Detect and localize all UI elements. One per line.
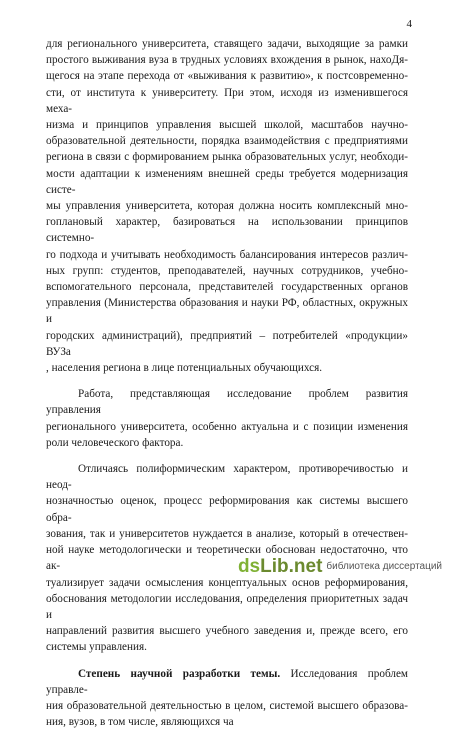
text-line: системы управления. [46,641,147,654]
text-line: ных групп: студентов, преподавателей, научных сотрудников, учебно- [46,264,408,277]
document-body [46,36,408,730]
text-line: мы управления университета, которая должна носить комплексный мно- [46,200,408,213]
text-line: направлений развития высшего учебного заведения и, прежде всего, его [46,625,408,638]
paragraph-gap [46,656,408,666]
text-line: управления (Министерства образования и науки РФ, областных, окружных и [46,297,408,326]
paragraph-gap [46,451,408,461]
text-line: нозначностью оценок, процесс реформирования как системы высшего обра- [46,495,408,524]
text-line: ной науке методологически и теоретически обоснован недостаточно, что ак- [46,544,408,573]
text-line: региона в связи с формированием рынка образовательных услуг, необходи- [46,151,408,164]
text-line: обоснования методологии исследования, определения приоритетных задач и [46,592,408,621]
dslib-logo: dsLib.net [237,556,323,577]
text-line: низма и принципов управления высшей школой, масштабов научно- [46,119,408,132]
text-line: простого выживания вуза в трудных условиях вхождения в рынок, нахоДя- [46,54,408,67]
text-line: образовательной деятельности, порядка взаимодействия с предприятиями [46,135,408,148]
text-line: для регионального университета, ставящего задачи, выходящие за рамки [46,38,408,50]
text-line: роли человеческого фактора. [46,436,184,449]
text-line: городских администраций), предприятий – потребителей «продукции» ВУЗа [46,329,408,358]
text-line: щегося на этапе перехода от «выживания к развитию», к постсовременно- [46,70,408,83]
text-span: Исследования проблем управле- [46,667,408,696]
dslib-watermark[interactable] [238,557,442,576]
text-line: регионального университета, особенно актуальна и с позиции изменения [46,420,408,433]
text-line: ния образовательной деятельностью в целом, системой высшего образова- [46,699,408,712]
paragraph-gap [46,376,408,386]
text-line: вспомогательного персонала, представителей государственных органов [46,281,408,294]
page-number: 4 [406,18,412,30]
text-line: Работа, представляющая исследование проблем развития управления [46,388,408,417]
section-heading: Степень научной разработки темы. [78,667,281,680]
text-line: гоплановый характер, базироваться на использовании принципов системно- [46,216,408,245]
text-line: Отличаясь полиформическим характером, противоречивостью и неод- [46,463,408,492]
text-line: мости адаптации к изменениям внешней среды требуется модернизация систе- [46,167,408,196]
text-line: сти, от института к университету. При этом, исходя из изменившегося меха- [46,86,408,115]
text-line [46,666,408,698]
text-line: , населения региона в лице потенциальных обучающихся. [46,362,323,375]
watermark-subtitle: библиотека диссертаций [326,561,442,572]
text-line: го подхода и учитывать необходимость балансирования интересов различ- [46,248,408,261]
text-line: зования, так и университетов нуждается в анализе, который в отечествен- [46,527,408,540]
text-line: ния, вузов, в том числе, являющихся ча [46,716,234,729]
text-line: туализирует задачи осмысления концептуальных основ реформирования, [46,576,408,589]
